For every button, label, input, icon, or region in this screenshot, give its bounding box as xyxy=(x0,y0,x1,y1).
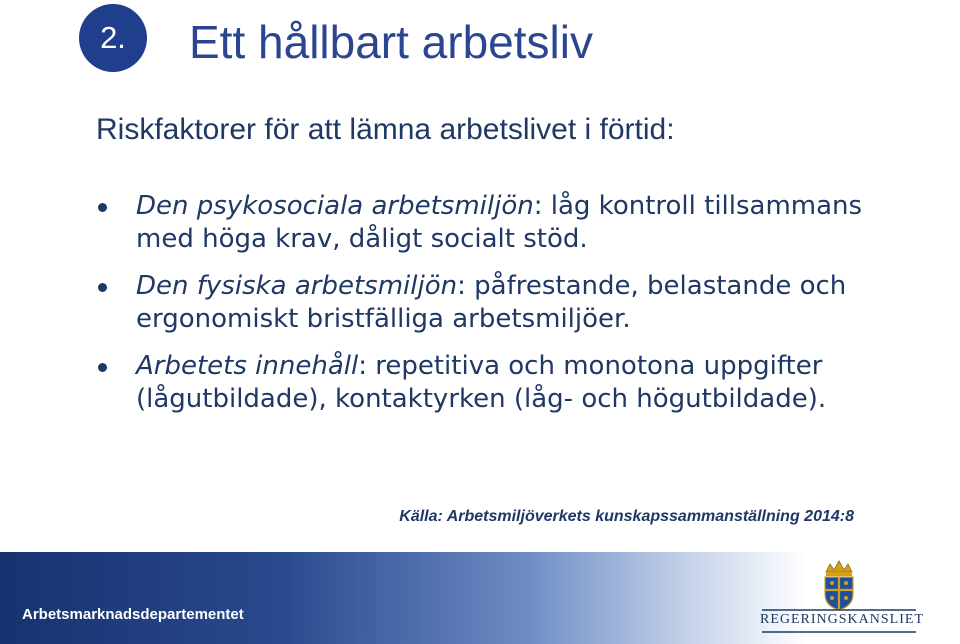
bullet-dot-icon xyxy=(98,203,107,212)
bullet-lead: Den fysiska arbetsmiljön xyxy=(136,271,458,301)
bullet-text: : påfrestande, belastande och ergonomiskt bristfälliga arbetsmiljöer. xyxy=(136,271,847,334)
bullet-lead: Arbetets innehåll xyxy=(136,351,359,381)
government-logo-text: REGERINGSKANSLIET xyxy=(760,612,924,627)
bullet-item xyxy=(96,270,916,336)
bullet-dot-icon xyxy=(98,363,107,372)
slide-number-badge xyxy=(79,4,147,72)
bullet-text: : repetitiva och monotona uppgifter (lågutbildade), kontaktyrken (låg- och högutbildade). xyxy=(136,351,827,414)
bullet-lead: Den psykosociala arbetsmiljön xyxy=(136,191,534,221)
bullet-text: : låg kontroll tillsammans med höga krav, dåligt socialt stöd. xyxy=(136,191,863,254)
bullet-item xyxy=(96,350,916,416)
bullet-list xyxy=(96,190,916,430)
slide-number: 2. xyxy=(100,20,126,55)
bullet-dot-icon xyxy=(98,283,107,292)
slide-title: Ett hållbart arbetsliv xyxy=(189,16,593,68)
bullet-item xyxy=(96,190,916,256)
slide-subtitle: Riskfaktorer för att lämna arbetslivet i förtid: xyxy=(96,113,675,146)
department-name: Arbetsmarknadsdepartementet xyxy=(22,606,244,623)
source-note: Källa: Arbetsmiljöverkets kunskapssammanställning 2014:8 xyxy=(399,508,854,525)
